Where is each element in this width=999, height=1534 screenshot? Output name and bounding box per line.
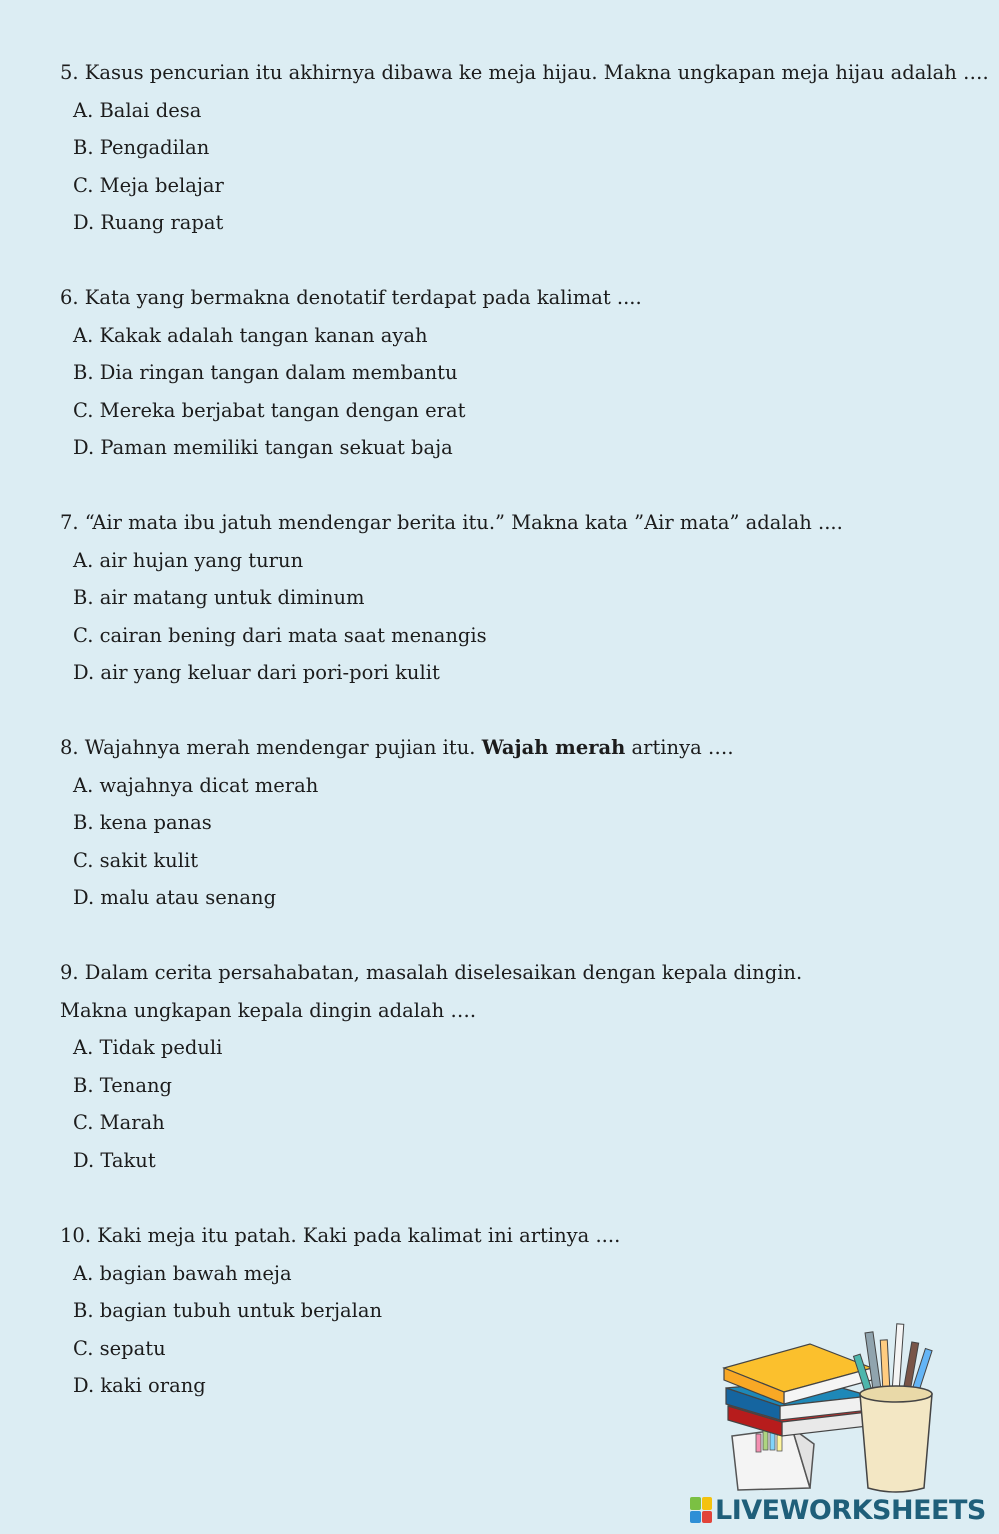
option-c[interactable]: C. Marah xyxy=(73,1111,165,1134)
option-d[interactable]: D. malu atau senang xyxy=(73,886,277,909)
books-and-pencil-cup-icon xyxy=(718,1318,958,1498)
question-stem-continued: Makna ungkapan kepala dingin adalah …. xyxy=(60,998,477,1022)
option-d[interactable]: D. kaki orang xyxy=(73,1374,206,1397)
question-8 xyxy=(60,729,734,917)
question-10 xyxy=(60,1217,620,1405)
question-stem: 5. Kasus pencurian itu akhirnya dibawa ke meja hijau. Makna ungkapan meja hijau adalah …. xyxy=(60,61,989,84)
option-c[interactable]: C. cairan bening dari mata saat menangis xyxy=(73,623,487,647)
stem-text: 8. Wajahnya merah mendengar pujian itu. xyxy=(60,736,482,759)
option-b[interactable]: B. Pengadilan xyxy=(73,136,210,159)
option-d[interactable]: D. Ruang rapat xyxy=(73,211,224,234)
question-7 xyxy=(60,504,843,692)
option-a[interactable]: A. bagian bawah meja xyxy=(73,1261,292,1285)
brand-wordmark: LIVEWORKSHEETS xyxy=(715,1494,986,1526)
option-b[interactable]: B. Tenang xyxy=(73,1073,172,1097)
stem-bold-phrase: Wajah merah xyxy=(481,736,626,759)
option-a[interactable]: A. Kakak adalah tangan kanan ayah xyxy=(73,323,428,347)
question-stem: 7. “Air mata ibu jatuh mendengar berita itu.” Makna kata ”Air mata” adalah .... xyxy=(60,511,843,534)
option-c[interactable]: C. sakit kulit xyxy=(73,848,199,872)
question-stem: 9. Dalam cerita persahabatan, masalah diselesaikan dengan kepala dingin. xyxy=(60,961,803,984)
option-a[interactable]: A. Tidak peduli xyxy=(73,1036,223,1059)
question-stem: 10. Kaki meja itu patah. Kaki pada kalimat ini artinya .... xyxy=(60,1224,621,1247)
option-d[interactable]: D. air yang keluar dari pori-pori kulit xyxy=(73,661,440,684)
liveworksheets-logo-icon xyxy=(690,1497,712,1523)
option-d[interactable]: D. Takut xyxy=(73,1148,156,1172)
option-b[interactable]: B. kena panas xyxy=(73,811,212,834)
option-a[interactable]: A. Balai desa xyxy=(73,98,202,122)
option-b[interactable]: B. air matang untuk diminum xyxy=(73,586,365,609)
option-c[interactable]: C. sepatu xyxy=(73,1336,166,1360)
option-a[interactable]: A. wajahnya dicat merah xyxy=(73,773,319,797)
liveworksheets-logo xyxy=(690,1495,986,1525)
option-c[interactable]: C. Meja belajar xyxy=(73,173,224,197)
question-6 xyxy=(60,279,642,467)
question-5 xyxy=(60,54,989,242)
option-c[interactable]: C. Mereka berjabat tangan dengan erat xyxy=(73,398,466,422)
question-stem: 6. Kata yang bermakna denotatif terdapat pada kalimat .... xyxy=(60,286,642,309)
option-b[interactable]: B. Dia ringan tangan dalam membantu xyxy=(73,361,458,384)
question-9 xyxy=(60,954,802,1179)
question-stem xyxy=(60,729,734,767)
option-a[interactable]: A. air hujan yang turun xyxy=(73,548,304,572)
option-b[interactable]: B. bagian tubuh untuk berjalan xyxy=(73,1299,383,1322)
stem-text: artinya …. xyxy=(625,736,734,759)
option-d[interactable]: D. Paman memiliki tangan sekuat baja xyxy=(73,436,453,459)
